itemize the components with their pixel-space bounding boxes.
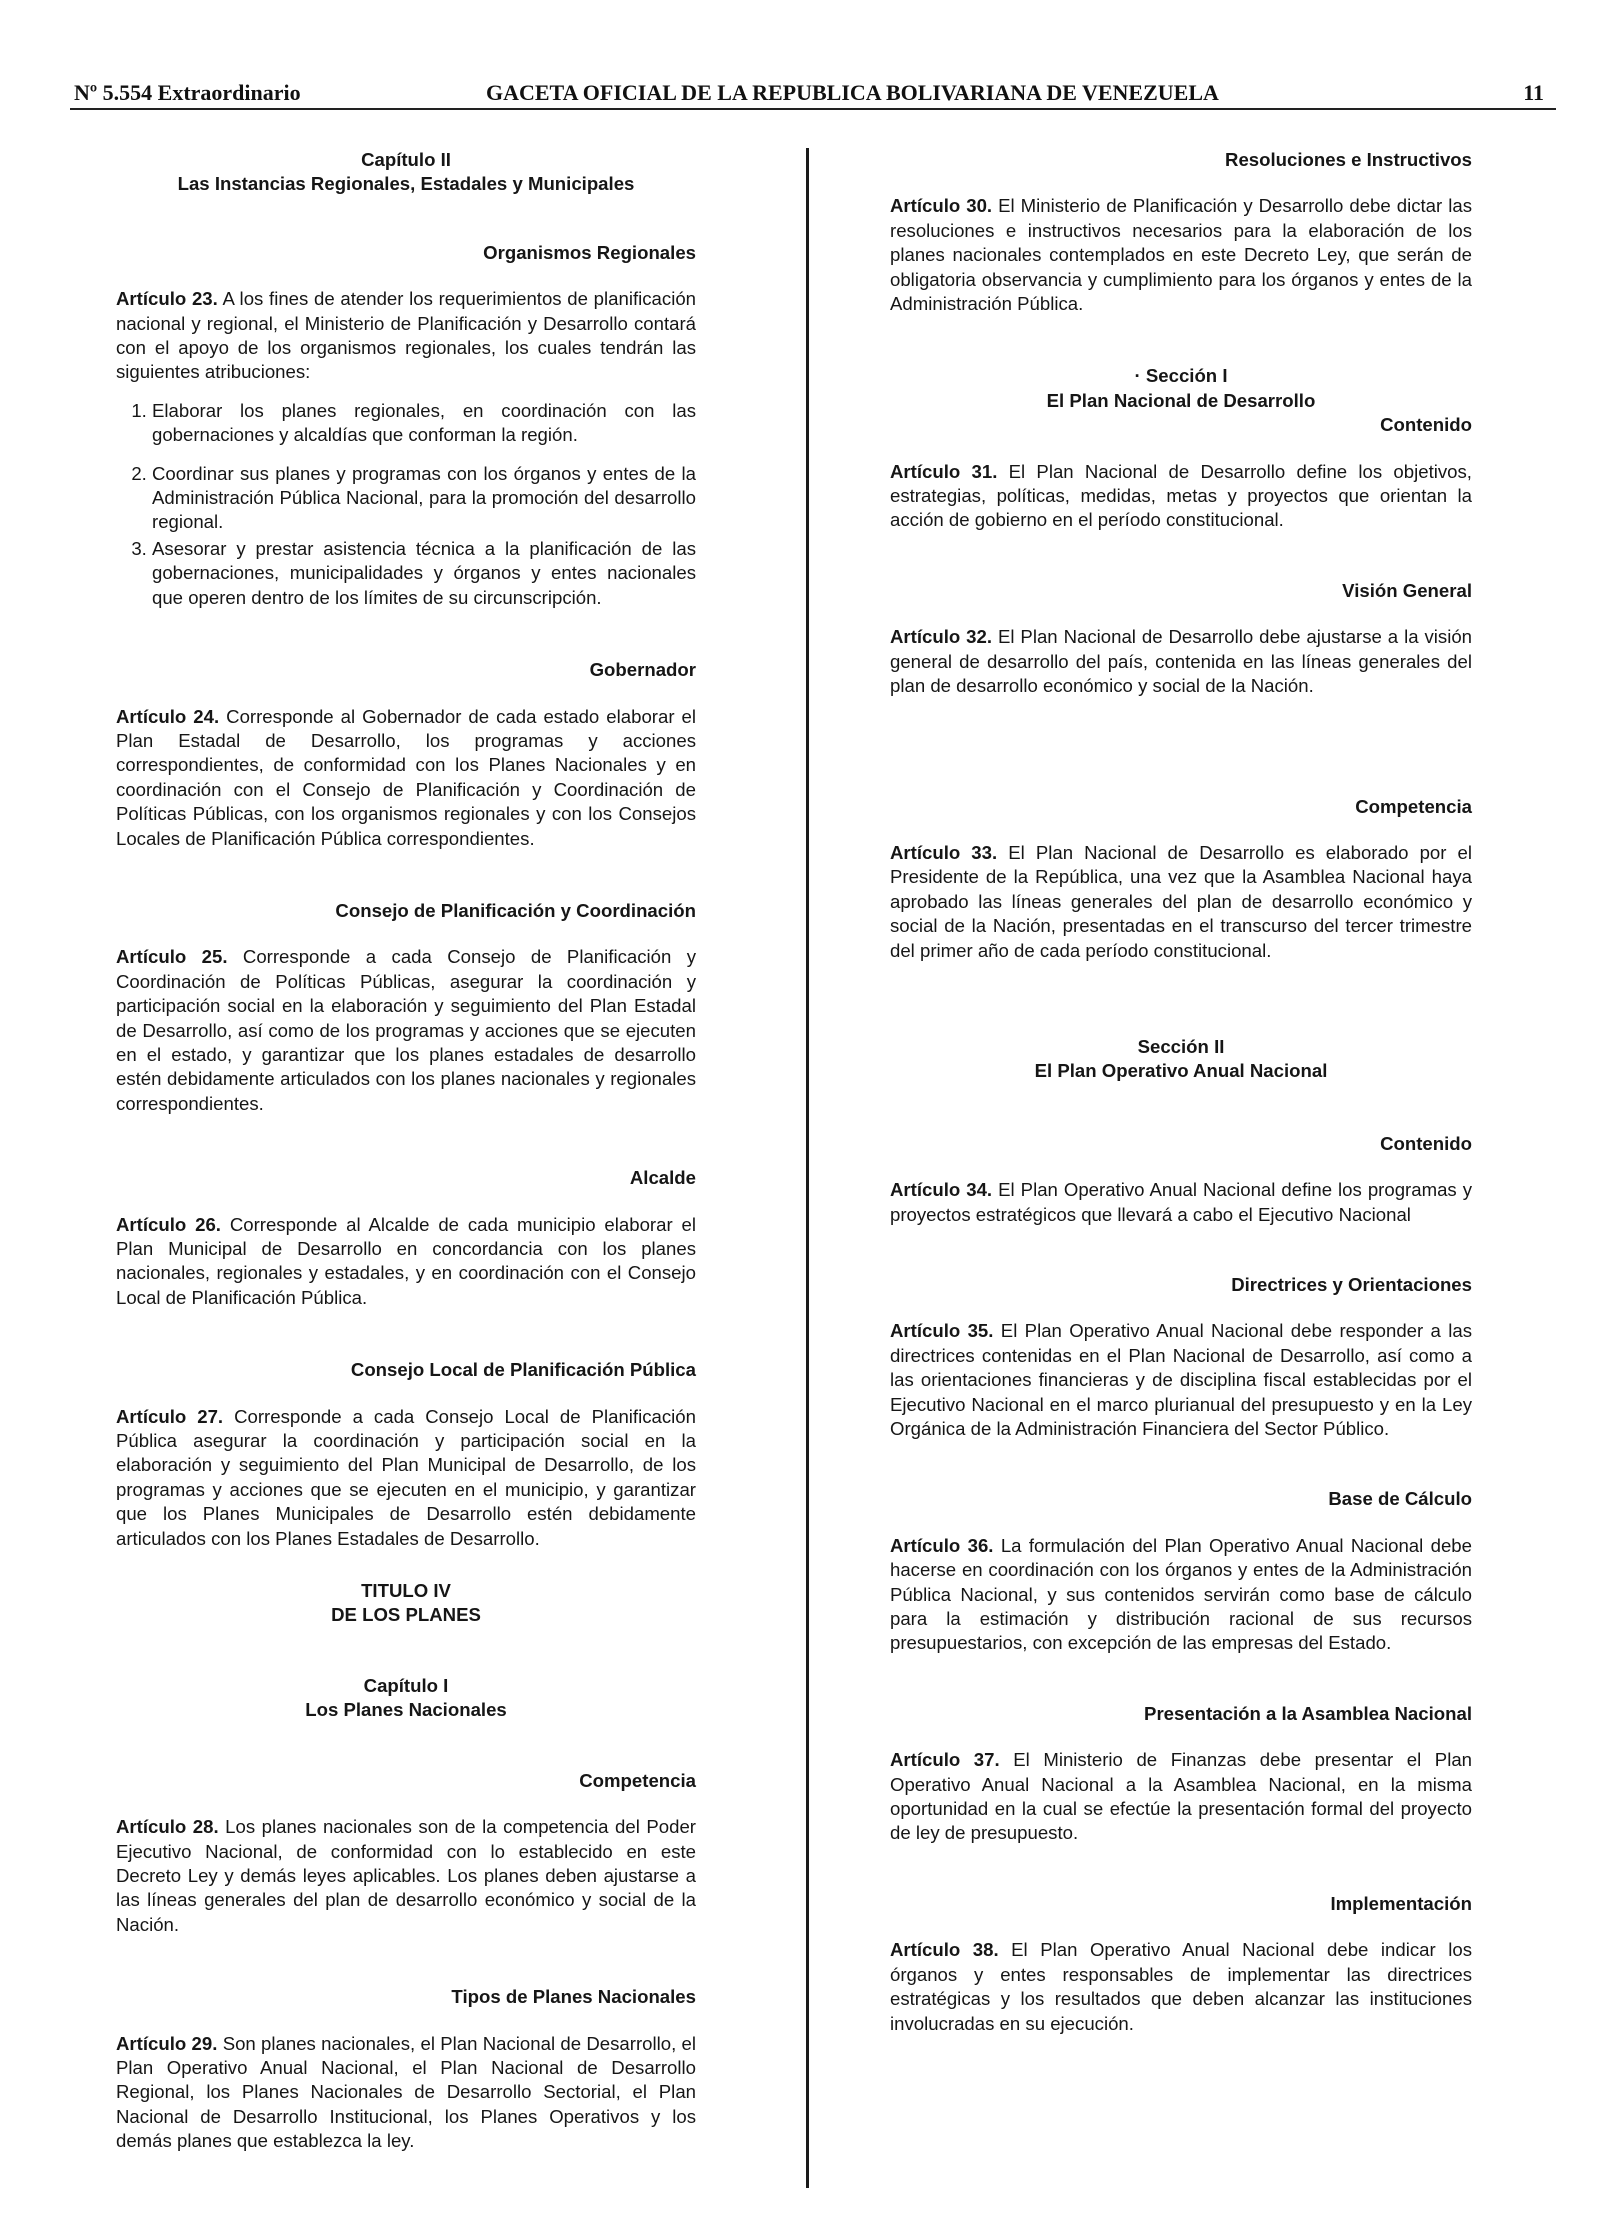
article-text: El Ministerio de Planificación y Desarrollo debe dictar las resoluciones e instructivos necesarios para la elaboración de los planes nacionales contemplados en este Decreto Ley, que serán de obligatoria observancia y cumplimiento para los órganos y entes de la Administración Pública.	[890, 195, 1472, 315]
section-heading: Visión General	[1342, 579, 1472, 601]
article-30	[890, 194, 1472, 316]
section-title: Sección II	[1137, 1035, 1225, 1057]
article-text: El Ministerio de Finanzas debe presentar el Plan Operativo Anual Nacional a la Asamblea Nacional, en la misma oportunidad en la cual se efectúe la presentación formal del proyecto de ley de presupuesto.	[890, 1749, 1473, 1844]
list-item: 2. Coordinar sus planes y programas con los órganos y entes de la Administración Pública Nacional, para la promoción del desarrollo regional.	[152, 462, 696, 535]
section-heading: Alcalde	[629, 1167, 696, 1189]
article-23	[116, 287, 696, 385]
section-heading: Resoluciones e Instructivos	[1225, 149, 1472, 170]
article-label: Artículo 23.	[116, 288, 218, 310]
article-text: El Plan Nacional de Desarrollo debe ajustarse a la visión general de desarrollo del país, contenida en las líneas generales del plan de desarrollo económico y social de la Nación.	[890, 626, 1473, 697]
section-subtitle: El Plan Operativo Anual Nacional	[1034, 1060, 1328, 1082]
right-column	[890, 148, 1472, 2036]
section-heading: Competencia	[1355, 795, 1472, 817]
article-label: Artículo 24.	[116, 705, 220, 727]
article-label: Artículo 29.	[116, 2032, 218, 2054]
article-text: El Plan Operativo Anual Nacional debe indicar los órganos y entes responsables de implementar las directrices estratégicas y los resultados que deben alcanzar las instituciones involucradas en su ejecución.	[890, 1939, 1472, 2034]
article-text: Corresponde a cada Consejo Local de Planificación Pública asegurar la coordinación y participación social en la elaboración y seguimiento del Plan Municipal de Desarrollo, de los programas y acciones que se ejecuten en el municipio, y garantizar que los Planes Municipales de Desarrollo estén debidamente articulados con los Planes Estadales de Desarrollo.	[116, 1405, 696, 1549]
section-subtitle: El Plan Nacional de Desarrollo	[1046, 389, 1316, 411]
article-text: El Plan Nacional de Desarrollo es elaborado por el Presidente de la República, una vez que la Asamblea Nacional haya aprobado las líneas generales del plan de desarrollo económico y social de la Nación, presentadas en el transcurso del tercer trimestre del primer año de cada período constitucional.	[890, 841, 1472, 961]
header-rule	[70, 108, 1556, 110]
article-26	[116, 1213, 696, 1311]
section-heading: Gobernador	[589, 659, 696, 681]
article-label: Artículo 31.	[890, 460, 998, 482]
list-item: 3. Asesorar y prestar asistencia técnica a la planificación de las gobernaciones, municipalidades y órganos y entes nacionales que operen dentro de los límites de su circunscripción.	[152, 537, 696, 610]
article-text: La formulación del Plan Operativo Anual Nacional debe hacerse en coordinación con los órganos y entes de la Administración Pública Nacional, y sus contenidos servirán como base de cálculo para la estimación y distribución racional de sus recursos presupuestarios, con excepción de las empresas del Estado.	[890, 1534, 1472, 1654]
title-heading: TITULO IV	[361, 1580, 451, 1602]
left-column	[116, 148, 696, 2154]
article-text: Corresponde a cada Consejo de Planificación y Coordinación de Políticas Públicas, asegurar la coordinación y participación social en la elaboración y seguimiento del Plan Estadal de Desarrollo, así como de los programas y acciones que se ejecuten en el estado, y garantizar que los planes estadales de desarrollo estén debidamente articulados con los planes nacionales y regionales correspondientes.	[116, 946, 697, 1114]
section-heading: Presentación a la Asamblea Nacional	[1144, 1702, 1472, 1724]
article-text: Los planes nacionales son de la competencia del Poder Ejecutivo Nacional, de conformidad con lo establecido en este Decreto Ley y demás leyes aplicables. Los planes deben ajustarse a las líneas generales del plan de desarrollo económico y social de la Nación.	[116, 1816, 696, 1935]
article-36	[890, 1534, 1472, 1656]
article-label: Artículo 32.	[890, 626, 993, 648]
article-label: Artículo 34.	[890, 1179, 993, 1201]
article-label: Artículo 36.	[890, 1534, 994, 1556]
section-heading: Competencia	[579, 1769, 696, 1791]
article-33	[890, 841, 1472, 963]
article-25	[116, 945, 696, 1116]
article-text: Corresponde al Alcalde de cada municipio elaborar el Plan Municipal de Desarrollo en concordancia con los planes nacionales, regionales y estadales, y en coordinación con el Consejo Local de Planificación Pública.	[116, 1213, 696, 1308]
article-label: Artículo 35.	[890, 1320, 994, 1342]
article-label: Artículo 26.	[116, 1213, 221, 1235]
article-24	[116, 705, 696, 851]
article-text: A los fines de atender los requerimientos de planificación nacional y regional, el Ministerio de Planificación y Desarrollo contará con el apoyo de los organismos regionales, los cuales tendrán las siguientes atribuciones:	[116, 288, 697, 383]
article-text: El Plan Operativo Anual Nacional debe responder a las directrices contenidas en el Plan Nacional de Desarrollo, así como a las orientaciones financieras y de disciplina fiscal establecidas por el Ejecutivo Nacional en el marco plurianual del presupuesto y en la Ley Orgánica de la Administración Financiera del Sector Público.	[890, 1320, 1472, 1439]
section-heading: Directrices y Orientaciones	[1231, 1273, 1472, 1295]
article-label: Artículo 25.	[116, 946, 228, 968]
section-heading: Consejo Local de Planificación Pública	[350, 1359, 696, 1381]
article-label: Artículo 37.	[890, 1749, 1000, 1771]
title-subheading: DE LOS PLANES	[331, 1604, 481, 1626]
article-35	[890, 1319, 1472, 1441]
article-31	[890, 460, 1472, 533]
article-37	[890, 1748, 1472, 1846]
chapter-title: Capítulo I	[363, 1674, 449, 1696]
list-item: 1. Elaborar los planes regionales, en coordinación con las gobernaciones y alcaldías que conforman la región.	[152, 399, 696, 448]
article-32	[890, 625, 1472, 698]
article-label: Artículo 38.	[890, 1939, 999, 1961]
section-heading: Consejo de Planificación y Coordinación	[335, 899, 696, 921]
article-label: Artículo 33.	[890, 841, 998, 863]
article-text: El Plan Operativo Anual Nacional define los programas y proyectos estratégicos que llevará a cabo el Ejecutivo Nacional	[890, 1179, 1473, 1225]
gazette-title: GACETA OFICIAL DE LA REPUBLICA BOLIVARIANA DE VENEZUELA	[486, 80, 1219, 105]
page-header	[74, 80, 1544, 110]
article-29	[116, 2032, 696, 2154]
section-heading: Base de Cálculo	[1328, 1488, 1472, 1510]
section-heading: Organismos Regionales	[483, 241, 696, 263]
section-heading: Contenido	[1380, 414, 1472, 436]
article-label: Artículo 28.	[116, 1816, 219, 1838]
article-38	[890, 1938, 1472, 2036]
article-text: El Plan Nacional de Desarrollo define los objetivos, estrategias, políticas, medidas, metas y proyectos que orientan la acción de gobierno en el período constitucional.	[890, 460, 1472, 531]
page-number: 11	[1523, 80, 1544, 105]
section-title: · Sección I	[1134, 365, 1228, 387]
chapter-title: Capítulo II	[361, 149, 451, 170]
chapter-subtitle: Los Planes Nacionales	[305, 1699, 507, 1721]
article-label: Artículo 27.	[116, 1405, 224, 1427]
column-divider	[806, 148, 809, 2188]
article-text: Son planes nacionales, el Plan Nacional de Desarrollo, el Plan Operativo Anual Nacional, el Plan Nacional de Desarrollo Regional, los Planes Nacionales de Desarrollo Sectorial, el Plan Nacional de Desarrollo Institucional, los Planes Operativos y los demás planes que establezca la ley.	[116, 2032, 696, 2152]
section-heading: Contenido	[1380, 1132, 1472, 1154]
article-28	[116, 1815, 696, 1937]
article-23-list	[116, 399, 696, 610]
article-label: Artículo 30.	[890, 195, 993, 217]
issue-number: Nº 5.554 Extraordinario	[74, 80, 301, 105]
article-27	[116, 1405, 696, 1551]
chapter-subtitle: Las Instancias Regionales, Estadales y Municipales	[177, 173, 635, 195]
article-text: Corresponde al Gobernador de cada estado elaborar el Plan Estadal de Desarrollo, los programas y acciones correspondientes, de conformidad con los Planes Nacionales y en coordinación con el Consejo de Planificación y Coordinación de Políticas Públicas, con los organismos regionales y con los Consejos Locales de Planificación Pública correspondientes.	[116, 705, 697, 849]
article-34	[890, 1178, 1472, 1227]
section-heading: Tipos de Planes Nacionales	[451, 1986, 696, 2008]
section-heading: Implementación	[1330, 1892, 1472, 1914]
